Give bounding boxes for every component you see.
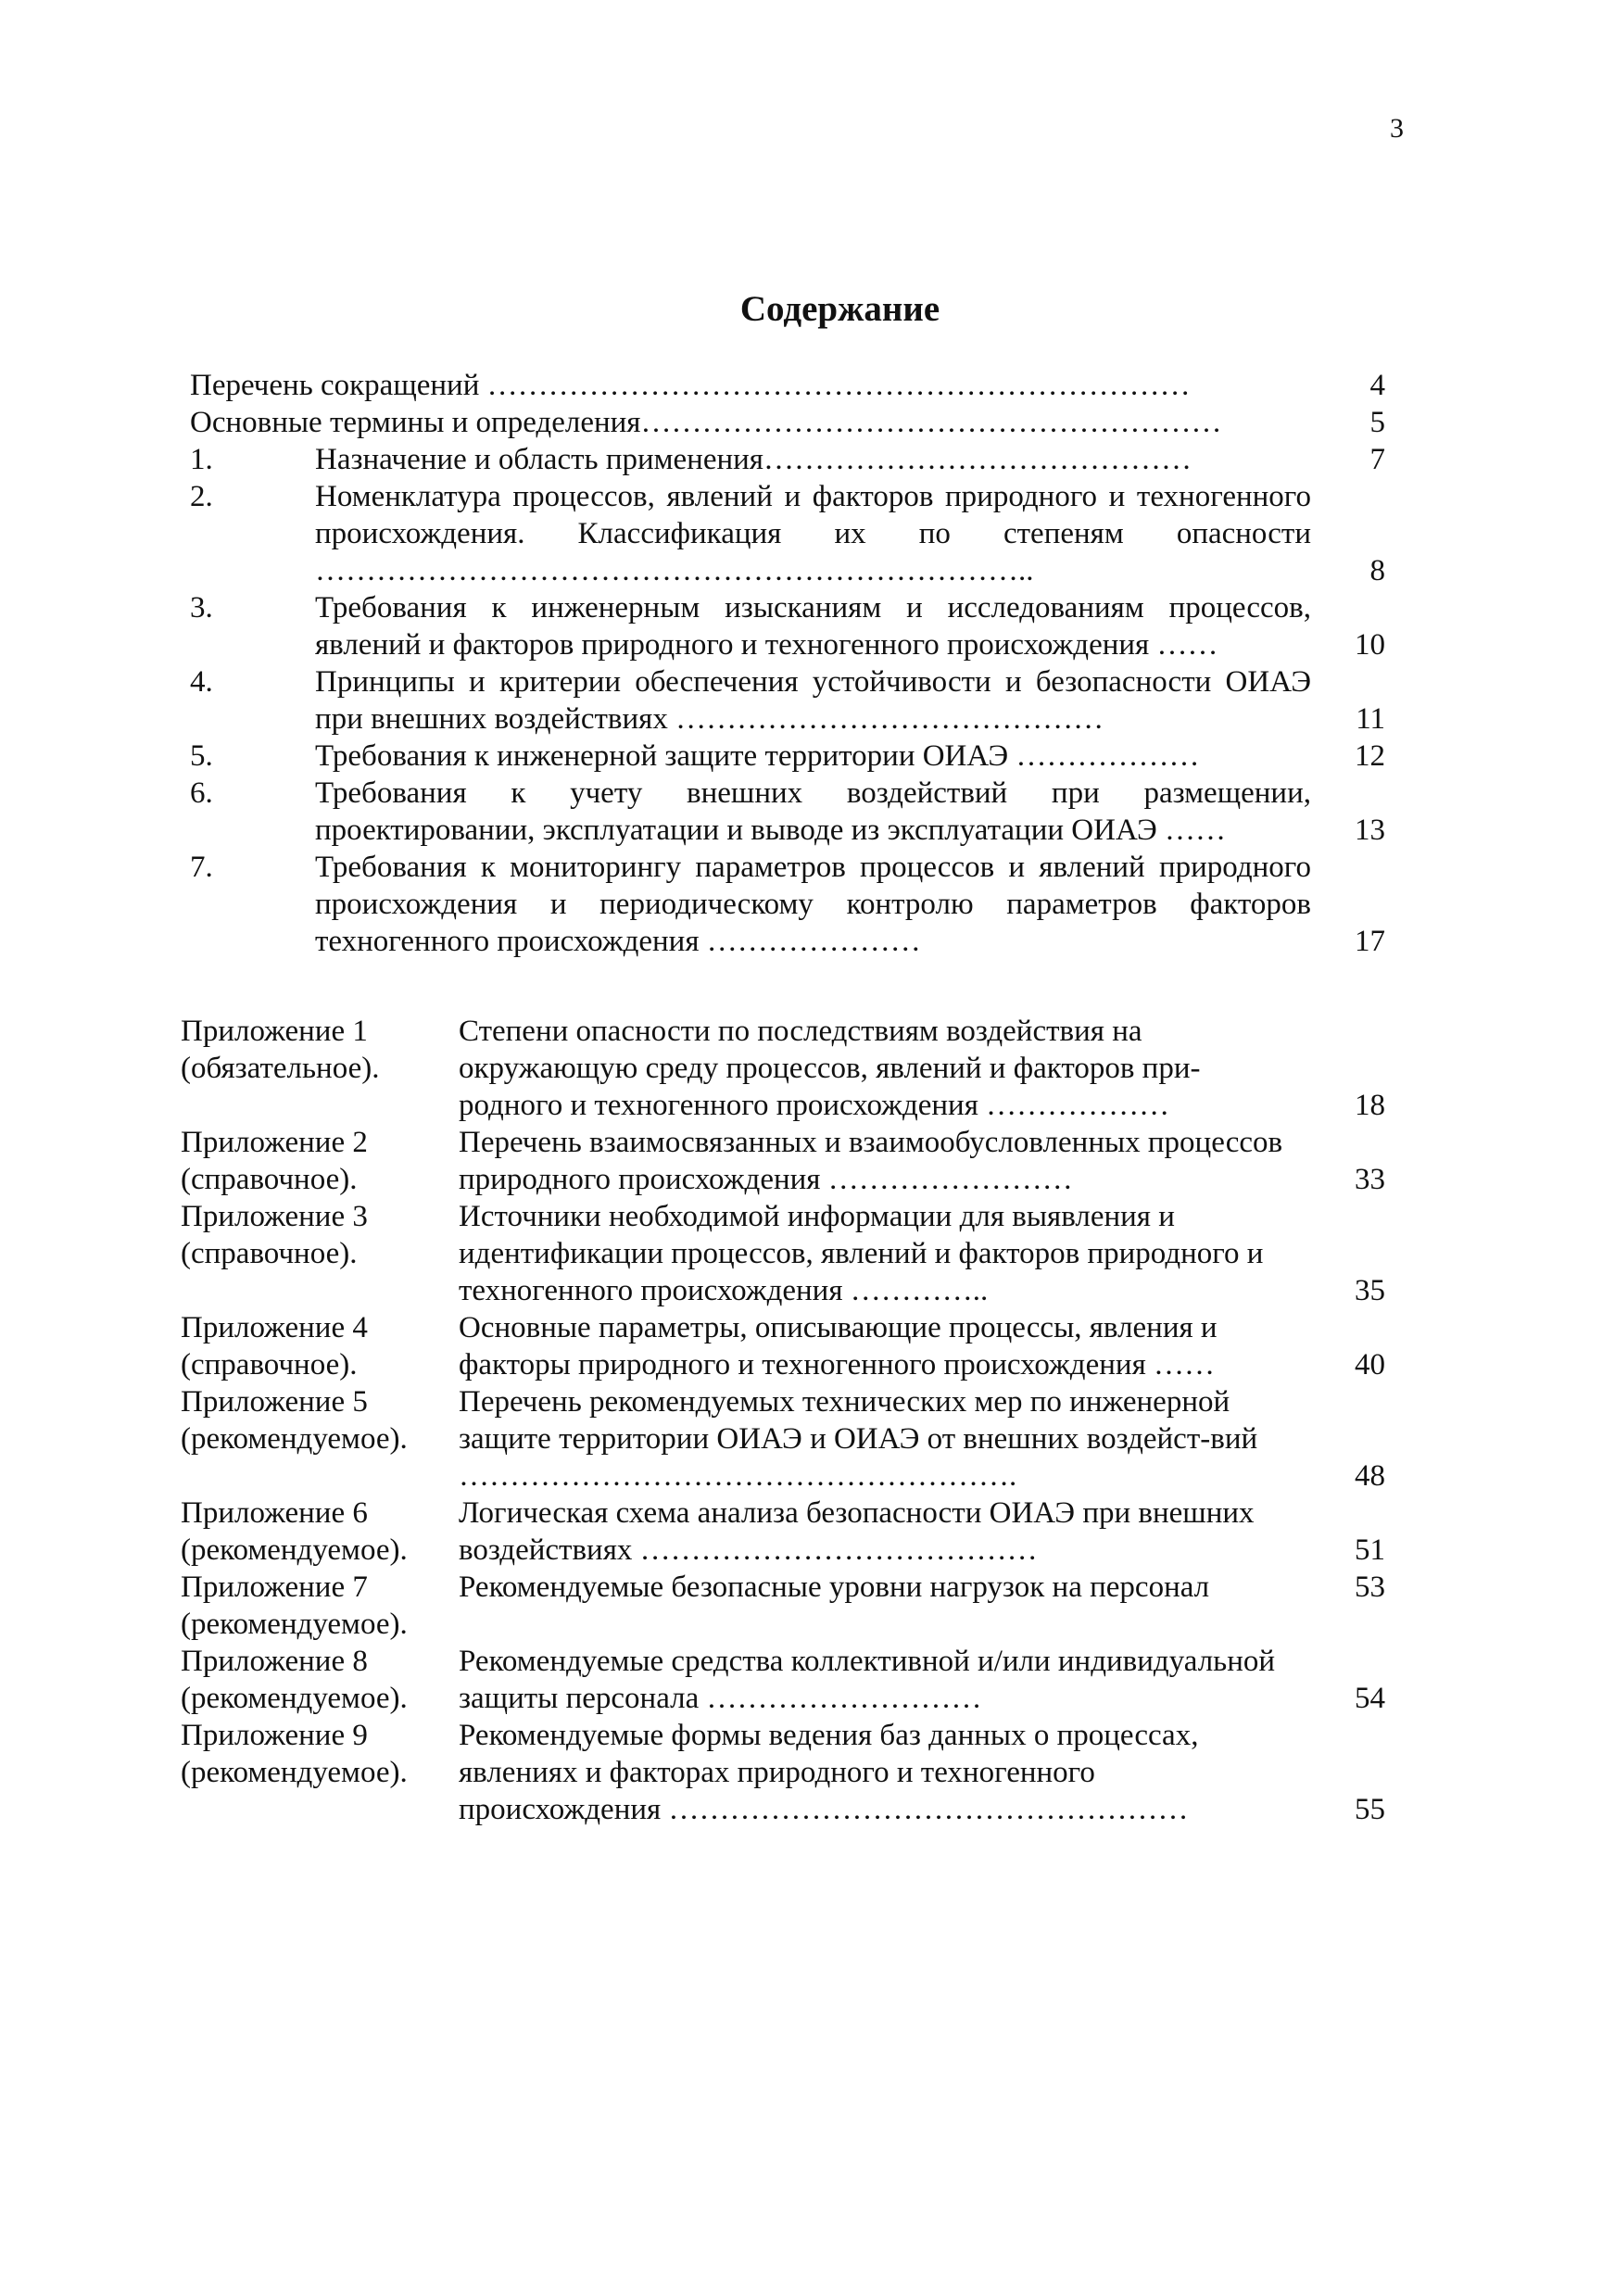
appendix-title: Источники необходимой информации для выявления и идентификации процессов, явлений и факторов природного и техногенного происхождения ………….. [459, 1200, 1264, 1307]
appendix-label: Приложение 3 (справочное). [181, 1200, 368, 1270]
toc-section-number: 3. [190, 591, 213, 624]
toc-row[interactable] [190, 589, 1385, 663]
toc-row[interactable] [190, 404, 1385, 441]
appendix-label: Приложение 7 (рекомендуемое). [181, 1571, 408, 1641]
appendix-label: Приложение 8 (рекомендуемое). [181, 1645, 408, 1715]
toc-page-number: 11 [1356, 702, 1385, 736]
toc-section-number: 1. [190, 443, 213, 476]
appendix-row[interactable] [181, 1495, 1385, 1569]
toc-row[interactable] [190, 441, 1385, 478]
appendix-page-number: 48 [1355, 1459, 1385, 1493]
toc-section-number: 7. [190, 851, 213, 884]
appendix-row[interactable] [181, 1124, 1385, 1198]
appendix-title: Рекомендуемые безопасные уровни нагрузок на персонал [459, 1571, 1210, 1604]
appendix-page-number: 35 [1355, 1274, 1385, 1307]
appendix-label: Приложение 1 (обязательное). [181, 1015, 380, 1085]
page-title: Содержание [739, 289, 940, 329]
page-number: 3 [1390, 113, 1404, 144]
toc-entry-text: Требования к учету внешних воздействий при размещении, проектировании, эксплуатации и выводе из эксплуатации ОИАЭ …… [315, 776, 1311, 847]
toc-entry-text: Назначение и область применения…………………………………… [315, 443, 1192, 476]
toc-entry-text: Перечень сокращений …………………………………………………………… [190, 369, 1191, 402]
appendix-page-number: 53 [1355, 1571, 1385, 1604]
toc-section-number: 5. [190, 739, 213, 773]
toc-row[interactable] [190, 738, 1385, 775]
appendix-page-number: 54 [1355, 1682, 1385, 1715]
toc-sections [190, 367, 1385, 960]
toc-row[interactable] [190, 663, 1385, 738]
toc-row[interactable] [190, 478, 1385, 589]
appendix-title: Рекомендуемые формы ведения баз данных о процессах, явлениях и факторах природного и техногенного происхождения …………………………………………… [459, 1719, 1199, 1826]
toc-entry-text: Принципы и критерии обеспечения устойчивости и безопасности ОИАЭ при внешних воздействиях …………………………………… [315, 665, 1311, 736]
appendix-row[interactable] [181, 1198, 1385, 1309]
appendix-title: Перечень взаимосвязанных и взаимообусловленных процессов природного происхождения …………………… [459, 1126, 1283, 1196]
appendix-title: Степени опасности по последствиям воздействия на окружающую среду процессов, явлений и факторов при-родного и техногенного происхождения ……………… [459, 1015, 1201, 1122]
toc-entry-text: Требования к инженерной защите территории ОИАЭ ……………… [315, 739, 1200, 773]
appendix-label: Приложение 5 (рекомендуемое). [181, 1385, 408, 1456]
toc-row[interactable] [190, 367, 1385, 404]
toc-page-number: 8 [1369, 554, 1385, 587]
appendix-title: Перечень рекомендуемых технических мер по инженерной защите территории ОИАЭ и ОИАЭ от внешних воздейст-вий ………………………………………………. [459, 1385, 1258, 1493]
appendix-label: Приложение 6 (рекомендуемое). [181, 1496, 408, 1567]
appendix-row[interactable] [181, 1013, 1385, 1124]
toc-entry-text: Основные термины и определения………………………………………………… [190, 406, 1222, 439]
appendix-title: Логическая схема анализа безопасности ОИАЭ при внешних воздействиях ………………………………… [459, 1496, 1255, 1567]
appendix-label: Приложение 2 (справочное). [181, 1126, 368, 1196]
toc-appendices [181, 1013, 1385, 1828]
appendix-page-number: 33 [1355, 1163, 1385, 1196]
appendix-row[interactable] [181, 1383, 1385, 1495]
appendix-row[interactable] [181, 1643, 1385, 1717]
appendix-title: Рекомендуемые средства коллективной и/или индивидуальной защиты персонала ……………………… [459, 1645, 1276, 1715]
appendix-row[interactable] [181, 1717, 1385, 1828]
appendix-title: Основные параметры, описывающие процессы, явления и факторы природного и техногенного происхождения …… [459, 1311, 1218, 1381]
appendix-page-number: 40 [1355, 1348, 1385, 1381]
appendix-page-number: 18 [1355, 1089, 1385, 1122]
toc-section-number: 4. [190, 665, 213, 699]
appendix-label: Приложение 9 (рекомендуемое). [181, 1719, 408, 1789]
toc-page-number: 7 [1369, 443, 1385, 476]
appendix-label: Приложение 4 (справочное). [181, 1311, 368, 1381]
toc-page-number: 10 [1355, 628, 1385, 662]
toc-section-number: 2. [190, 480, 213, 513]
toc-section-number: 6. [190, 776, 213, 810]
toc-page-number: 13 [1355, 814, 1385, 847]
toc-page-number: 4 [1369, 369, 1385, 402]
toc-entry-text: Требования к инженерным изысканиям и исследованиям процессов, явлений и факторов природного и техногенного происхождения …… [315, 591, 1311, 662]
toc-entry-text: Требования к мониторингу параметров процессов и явлений природного происхождения и периодическому контролю параметров факторов техногенного происхождения ………………… [315, 851, 1311, 958]
toc-page-number: 17 [1355, 925, 1385, 958]
toc-row[interactable] [190, 775, 1385, 849]
toc-entry-text: Номенклатура процессов, явлений и факторов природного и техногенного происхождения. Классификация их по степеням опасности …………………………………………………………….. [315, 480, 1311, 587]
toc-row[interactable] [190, 849, 1385, 960]
appendix-row[interactable] [181, 1309, 1385, 1383]
toc-page-number: 12 [1355, 739, 1385, 773]
appendix-page-number: 51 [1355, 1533, 1385, 1567]
toc-page-number: 5 [1369, 406, 1385, 439]
appendix-row[interactable] [181, 1569, 1385, 1643]
appendix-page-number: 55 [1355, 1793, 1385, 1826]
